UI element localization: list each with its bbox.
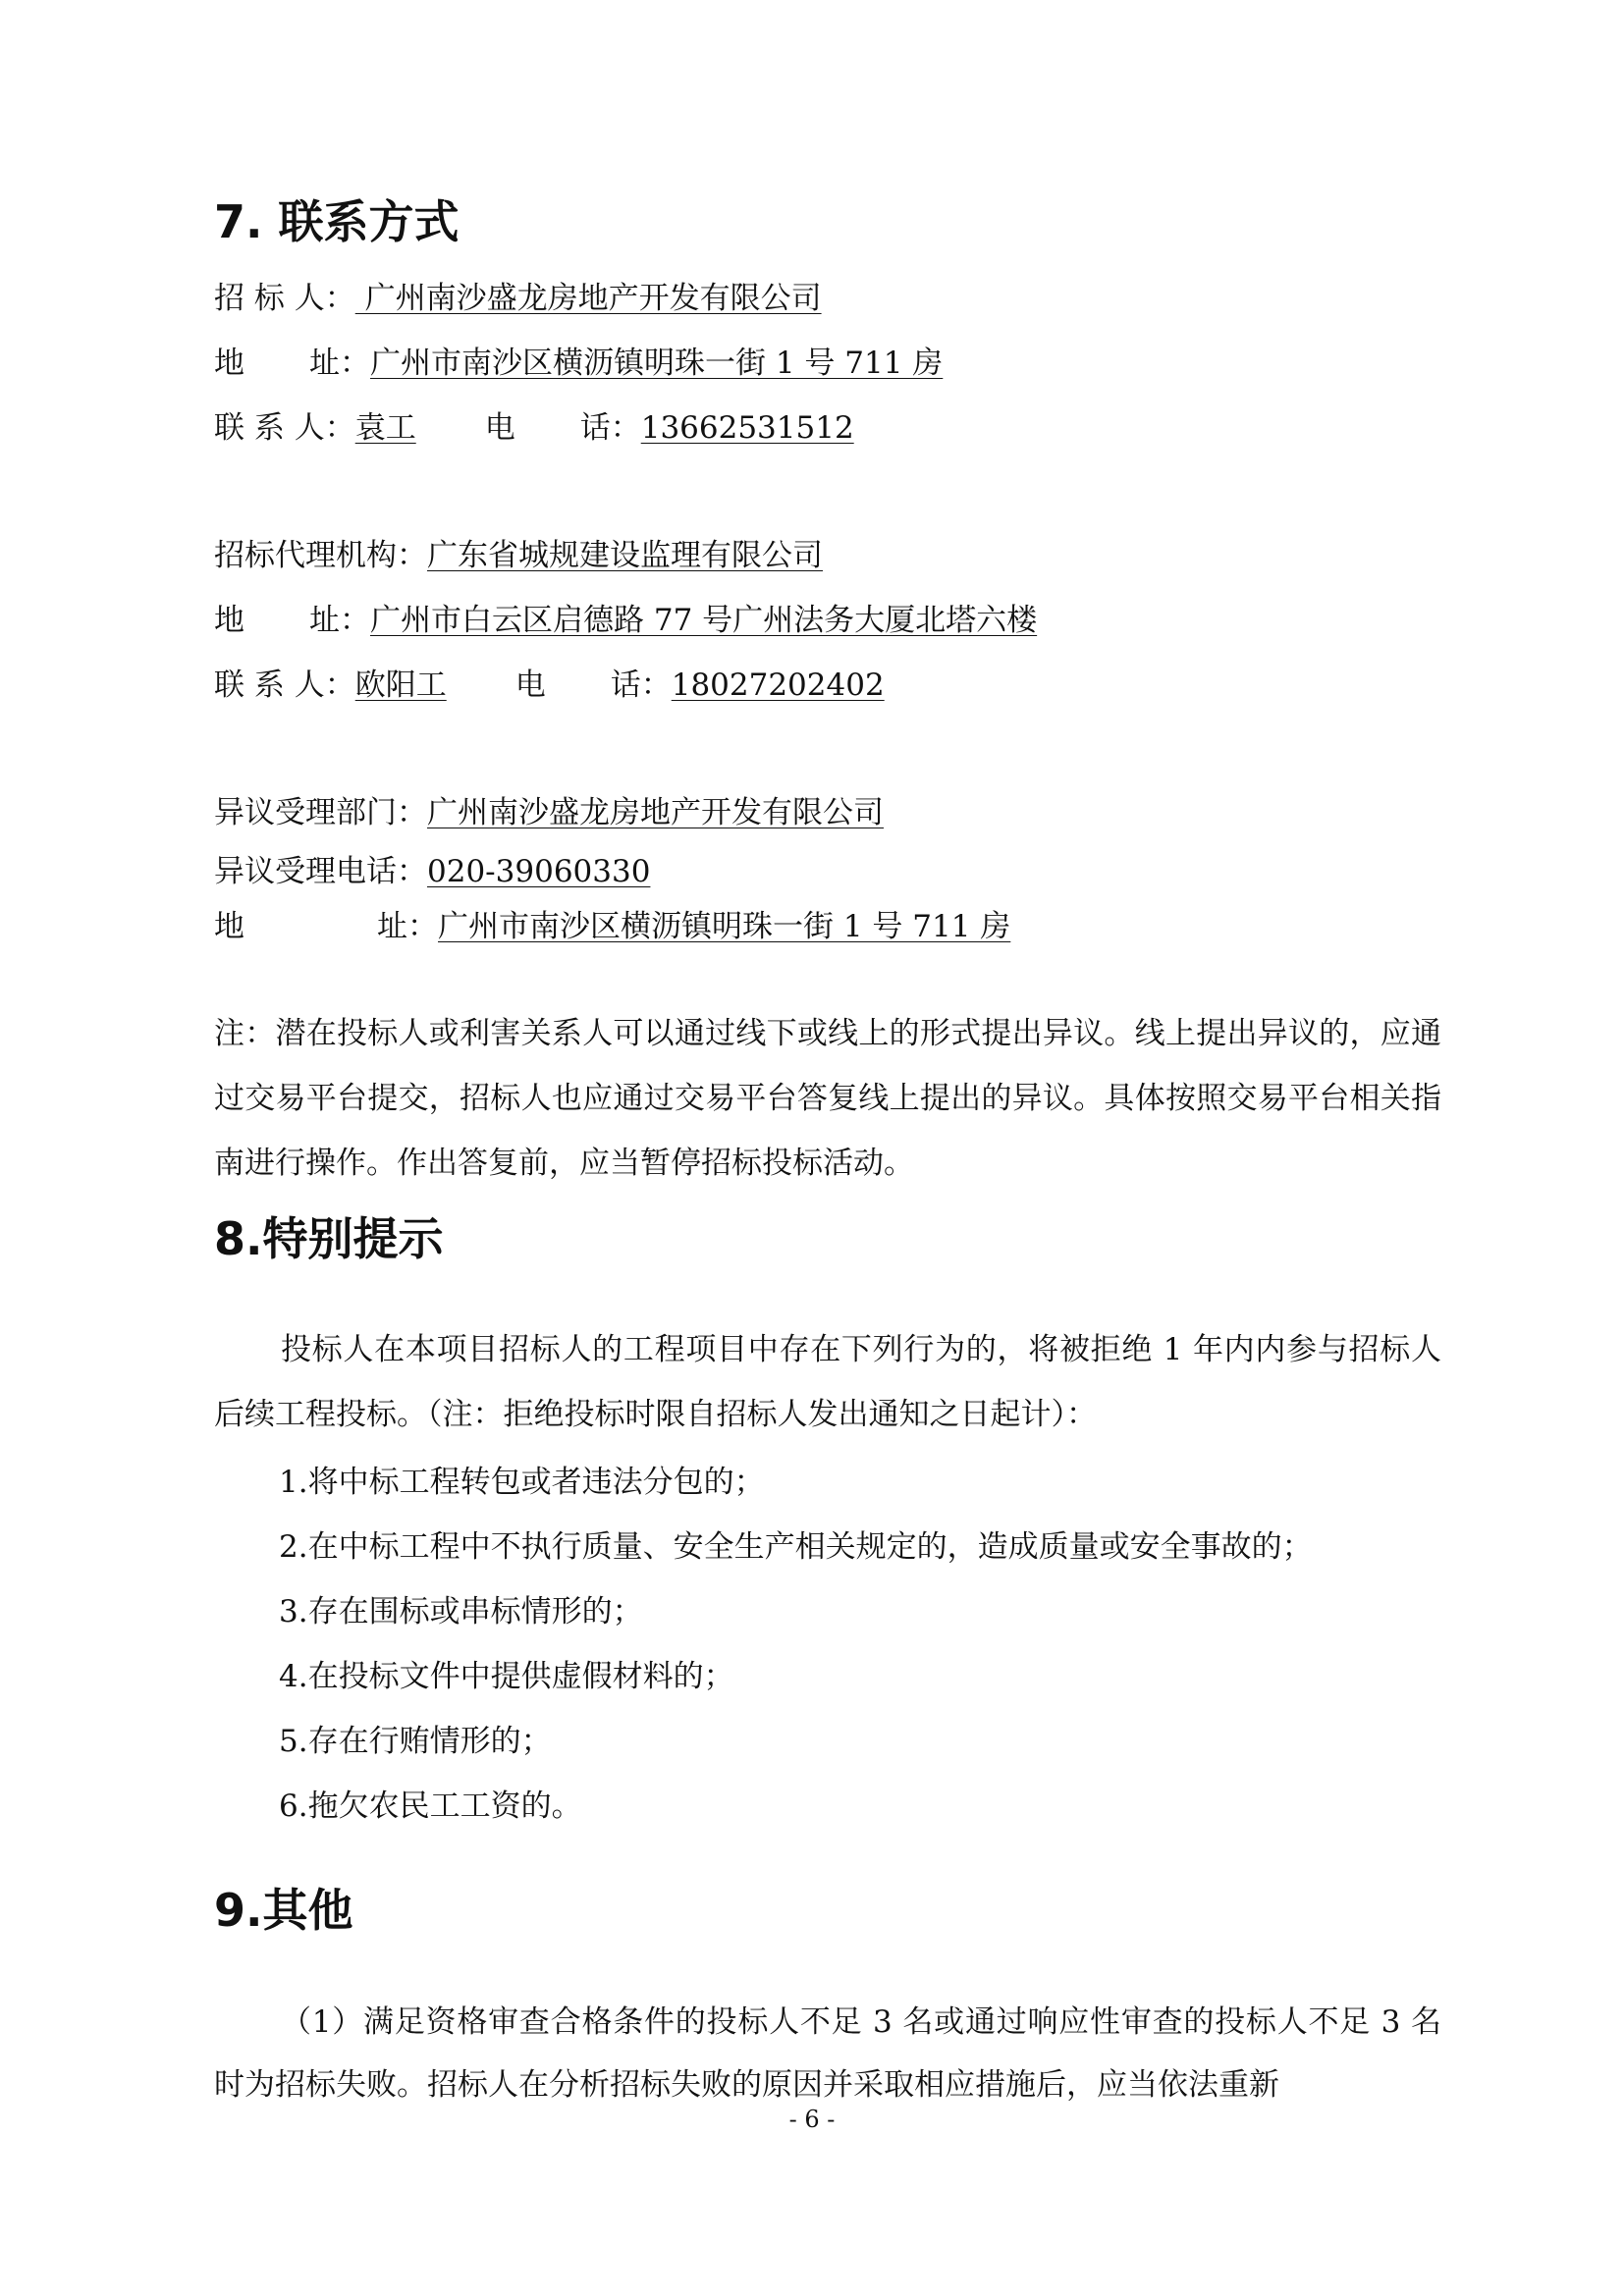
objection-phone-value: 020-39060330 <box>427 854 651 889</box>
agency-contact-line <box>214 666 885 705</box>
phone-label-second: 话： <box>610 667 672 703</box>
objection-phone-label: 异议受理电话： <box>214 854 427 889</box>
section-9-paragraph: （1）满足资格审查合格条件的投标人不足 3 名或通过响应性审查的投标人不足 3 名时为招标失败。招标人在分析招标失败的原因并采取相应措施后，应当依法重新 <box>214 2004 1441 2103</box>
tenderer-address-line <box>214 344 943 383</box>
section-7-title: 7. 联系方式 <box>214 195 460 248</box>
section-9-title: 9.其他 <box>214 1884 353 1937</box>
contact-label: 联 系 人： <box>214 667 355 703</box>
objection-dept-line <box>214 793 884 832</box>
agency-line <box>214 536 823 575</box>
phone-label-first: 电 <box>484 410 515 446</box>
address-label-second: 址： <box>309 346 370 381</box>
address-label-first: 地 <box>214 346 244 381</box>
agency-label: 招标代理机构： <box>214 538 427 573</box>
list-item: 4.在投标文件中提供虚假材料的； <box>279 1659 734 1694</box>
contact-phone: 18027202402 <box>671 667 885 703</box>
contact-name: 欧阳工 <box>354 667 447 703</box>
agency-address-line <box>214 601 1037 640</box>
tenderer-value: 广州南沙盛龙房地产开发有限公司 <box>354 281 822 316</box>
list-item: 1.将中标工程转包或者违法分包的； <box>279 1465 765 1500</box>
section-8-intro: 投标人在本项目招标人的工程项目中存在下列行为的，将被拒绝 1 年内内参与招标人后续工程投标。（注：拒绝投标时限自招标人发出通知之日起计）： <box>214 1332 1441 1432</box>
address-label-first: 地 <box>214 909 244 944</box>
page-number: - 6 - <box>788 2106 836 2133</box>
list-item: 6.拖欠农民工工资的。 <box>279 1789 582 1824</box>
address-label-first: 地 <box>214 603 244 638</box>
objection-note: 注：潜在投标人或利害关系人可以通过线下或线上的形式提出异议。线上提出异议的，应通过交易平台提交，招标人也应通过交易平台答复线上提出的异议。具体按照交易平台相关指南进行操作。作出答复前，应当暂停招标投标活动。 <box>214 1016 1441 1181</box>
tenderer-label: 招 标 人： <box>214 281 355 316</box>
agency-address-value: 广州市白云区启德路 77 号广州法务大厦北塔六楼 <box>370 603 1038 638</box>
objection-phone-line <box>214 852 650 891</box>
list-item: 3.存在围标或串标情形的； <box>279 1594 643 1629</box>
phone-label-first: 电 <box>514 667 546 703</box>
objection-address-value: 广州市南沙区横沥镇明珠一街 1 号 711 房 <box>438 909 1011 944</box>
objection-dept-value: 广州南沙盛龙房地产开发有限公司 <box>427 795 884 830</box>
section-8-title: 8.特别提示 <box>214 1212 444 1265</box>
contact-label: 联 系 人： <box>214 410 355 446</box>
tenderer-contact-line <box>214 408 854 448</box>
contact-phone: 13662531512 <box>640 410 854 446</box>
list-item: 5.存在行贿情形的； <box>279 1724 552 1759</box>
tenderer-address-value: 广州市南沙区横沥镇明珠一街 1 号 711 房 <box>370 346 944 381</box>
agency-value: 广东省城规建设监理有限公司 <box>427 538 823 573</box>
address-label-second: 址： <box>309 603 370 638</box>
address-label-second: 址： <box>377 909 438 944</box>
objection-dept-label: 异议受理部门： <box>214 795 427 830</box>
tenderer-line <box>214 279 822 318</box>
list-item: 2.在中标工程中不执行质量、安全生产相关规定的，造成质量或安全事故的； <box>279 1529 1313 1565</box>
objection-address-line <box>214 907 1010 946</box>
phone-label-second: 话： <box>579 410 641 446</box>
contact-name: 袁工 <box>354 410 416 446</box>
